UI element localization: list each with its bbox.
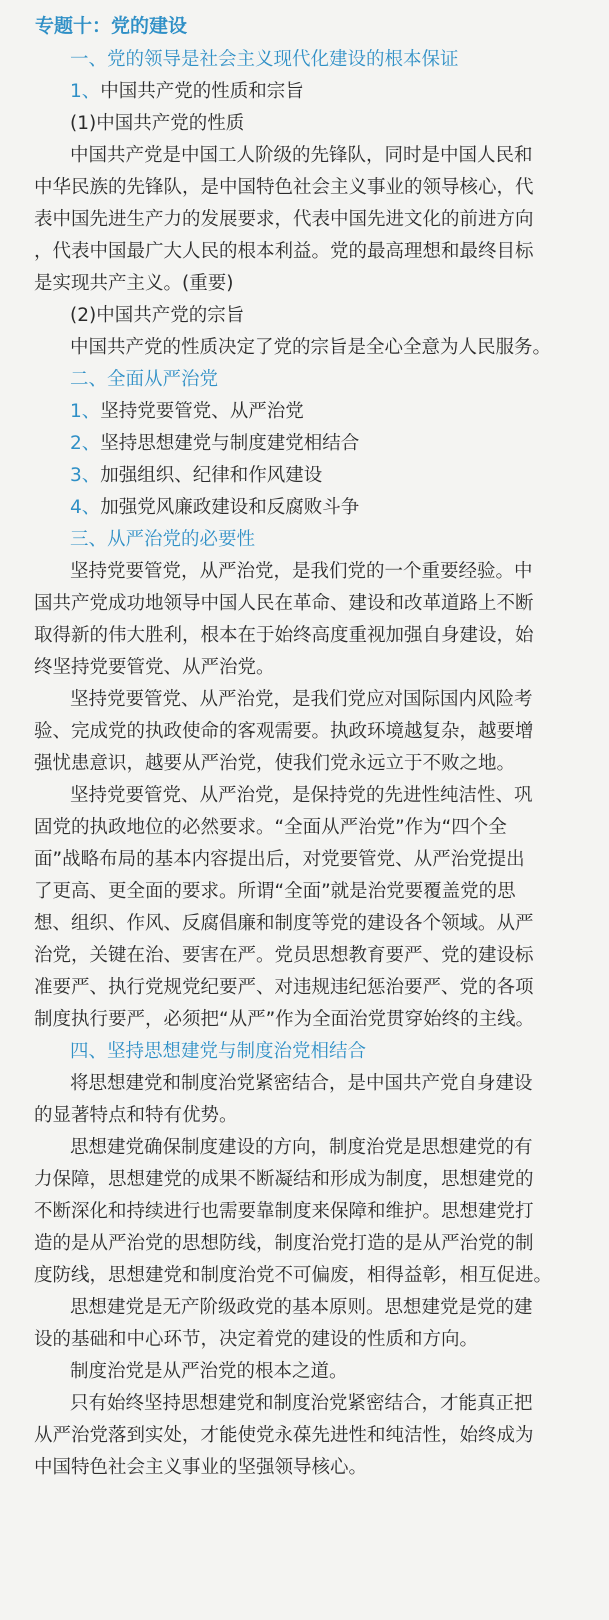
paragraph-line: 度防线，思想建党和制度治党不可偏废，相得益彰，相互促进。 (34, 1265, 553, 1286)
paragraph-line: 取得新的伟大胜利，根本在于始终高度重视加强自身建设，始 (34, 625, 534, 646)
paragraph-line: 坚持党要管党，从严治党，是我们党的一个重要经验。中 (70, 561, 533, 582)
paragraph-line: 了更高、更全面的要求。所谓“全面”就是治党要覆盖党的思 (34, 881, 516, 902)
section-2-item (34, 428, 587, 460)
section-1-subheading-1: (1)中国共产党的性质 (70, 113, 245, 134)
paragraph-line: 造的是从严治党的思想防线，制度治党打造的是从严治党的制 (34, 1233, 534, 1254)
item-text: 坚持思想建党与制度建党相结合 (100, 433, 360, 454)
paragraph-line: 表中国先进生产力的发展要求，代表中国先进文化的前进方向 (34, 209, 534, 230)
paragraph-line: 准要严、执行党规党纪要严、对违规违纪惩治要严、党的各项 (34, 977, 534, 998)
section-1-subheading-2: (2)中国共产党的宗旨 (70, 305, 245, 326)
paragraph-line: 终坚持党要管党、从严治党。 (34, 657, 275, 678)
paragraph-line: 强忧患意识，越要从严治党，使我们党永远立于不败之地。 (34, 753, 516, 774)
item-text: 加强党风廉政建设和反腐败斗争 (100, 497, 360, 518)
paragraph-line: 思想建党是无产阶级政党的基本原则。思想建党是党的建 (70, 1297, 533, 1318)
document-title: 专题十：党的建设 (35, 15, 188, 37)
paragraph-line: 只有始终坚持思想建党和制度治党紧密结合，才能真正把 (70, 1393, 533, 1414)
paragraph-line: 想、组织、作风、反腐倡廉和制度等党的建设各个领域。从严 (34, 913, 534, 934)
paragraph-line: 思想建党确保制度建设的方向，制度治党是思想建党的有 (70, 1137, 533, 1158)
paragraph-line: 固党的执政地位的必然要求。“全面从严治党”作为“四个全 (34, 817, 507, 838)
section-2-item (34, 492, 587, 524)
paragraph-line: 力保障，思想建党的成果不断凝结和形成为制度，思想建党的 (34, 1169, 534, 1190)
item-number: 3、 (70, 465, 101, 486)
item-number: 4、 (70, 497, 101, 518)
item-text: 中国共产党的性质和宗旨 (100, 81, 304, 102)
paragraph-line: 国共产党成功地领导中国人民在革命、建设和改革道路上不断 (34, 593, 534, 614)
item-number: 2、 (70, 433, 101, 454)
paragraph-line: 中国共产党是中国工人阶级的先锋队，同时是中国人民和 (70, 145, 533, 166)
paragraph-line: 中华民族的先锋队，是中国特色社会主义事业的领导核心，代 (34, 177, 534, 198)
paragraph-line: 中国共产党的性质决定了党的宗旨是全心全意为人民服务。 (70, 337, 552, 358)
paragraph-line: 将思想建党和制度治党紧密结合，是中国共产党自身建设 (70, 1073, 533, 1094)
paragraph-line: ，代表中国最广大人民的根本利益。党的最高理想和最终目标 (34, 241, 534, 262)
paragraph-line: 坚持党要管党、从严治党，是保持党的先进性纯洁性、巩 (70, 785, 533, 806)
paragraph-line: 中国特色社会主义事业的坚强领导核心。 (34, 1457, 368, 1478)
paragraph-line: 制度治党是从严治党的根本之道。 (70, 1361, 348, 1382)
section-1-heading: 一、党的领导是社会主义现代化建设的根本保证 (70, 49, 459, 70)
paragraph-line: 不断深化和持续进行也需要靠制度来保障和维护。思想建党打 (34, 1201, 534, 1222)
paragraph-line: 坚持党要管党、从严治党，是我们党应对国际国内风险考 (70, 689, 533, 710)
paragraph-line: 验、完成党的执政使命的客观需要。执政环境越复杂，越要增 (34, 721, 534, 742)
paragraph-line: 是实现共产主义。(重要) (34, 273, 234, 294)
item-text: 坚持党要管党、从严治党 (100, 401, 304, 422)
paragraph-line: 面”战略布局的基本内容提出后，对党要管党、从严治党提出 (34, 849, 525, 870)
section-2-heading: 二、全面从严治党 (70, 369, 219, 390)
item-number: 1、 (70, 81, 101, 102)
item-number: 1、 (70, 401, 101, 422)
paragraph-line: 从严治党落到实处，才能使党永葆先进性和纯洁性，始终成为 (34, 1425, 534, 1446)
section-4-heading: 四、坚持思想建党与制度治党相结合 (70, 1041, 367, 1062)
section-3-heading: 三、从严治党的必要性 (70, 529, 256, 550)
paragraph-line: 制度执行要严，必须把“从严”作为全面治党贯穿始终的主线。 (34, 1009, 535, 1030)
section-2-item (34, 460, 587, 492)
item-text: 加强组织、纪律和作风建设 (100, 465, 323, 486)
section-2-item (34, 396, 587, 428)
paragraph-line: 治党，关键在治、要害在严。党员思想教育要严、党的建设标 (34, 945, 534, 966)
paragraph-line: 的显著特点和特有优势。 (34, 1105, 238, 1126)
paragraph-line: 设的基础和中心环节，决定着党的建设的性质和方向。 (34, 1329, 479, 1350)
section-1-item-1 (34, 76, 587, 108)
